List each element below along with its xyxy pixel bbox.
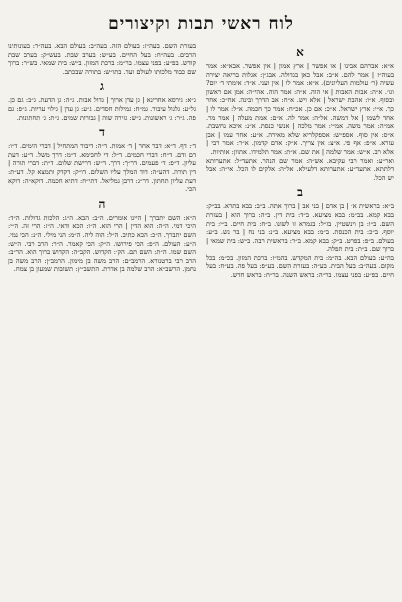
entry-paragraph: א״א: אברהם אבינו | או אפשר | ארץ אמון | אין אפשר. אבא״א: אמר בעוה״ז | אמר להם. א״ב: אבל כאן בגדולה. אבג״ן: אגלות בריאה יצירה עשיה (ר׳ עולמות העליונים). א״א: אמר לו | אין ועני. א״ד: אימתי ד׳ יום? וגו׳. א״ה: אבות האבות | אי הוה. א״ה: אמר הוה. אהי״ה: אמן אם ראשון ובסוף. א״ו: אהבת ישראל | אלא ויש. א״ח: אב הדרך ובינה. אח״כ: אחר כך. א״י: ארץ ישראל. א״כ: אם כן. אכ״ח: אמר כך חכמה. א״ל: אמר לו | אחד לשמו | אל דמשה. אל״ה: אמר לה. א״ם: אמת מעלה | אמר מר. אמ״ה: אמר משה. אמ״י: אמר מלכה | אנשי כנסת. א״נ: איכא נחשבת. א״ס: אין סוף. אספ״ש: אספקלריא שלא מאירה. א״ע: אחר עמו | אבן עזרא. א״פ: אף פי. א״צ: אין צריך. א״ק: אדם קדמון. א״ר: אמר רבי | אלא רב. א״ש: אמר שלמה | את שם. א״ת: אמר תלמידו. אתוון: אותיות. xyxy=(206,62,394,156)
entry-paragraph: ב״א: בראשית א׳ | בן אדם | בני אב | ברוך אתה. ב״ב: בבא בתרא. בב״ק: בבא קמא. בב״מ: בבא מציעא. ב״ד: בית דין. ב״ה: ברוך הוא | בעזרת השם. ב״ו: בן וינשטיין. בז״ל: בגמרא זו לשונו. ב״ח: בית חיים. ב״י: בית יוסף. ב״כ: בית הכנסת. ב״מ: בבא מציעא. ב״נ: בני נח | בר נש. ב״ע: בעולם. ב״פ: בפרט. ב״ק: בבא קמא. ב״ר: בראשית רבה. ב״ש: בית שמאי | ברוך שם. ב״ת: בית תפלה. xyxy=(206,202,394,254)
section-letter: א xyxy=(296,45,304,59)
entry-paragraph: ואר״ע: ואמר רבי עקיבא. אש״ה: אמר שם הנהר. אתעד״ל: אתערותא דלתתא. אתעד״ע: אתערותא דלעילא. אל״ה: אלקים לו הכל. אי״ה: אבל יש הכל. xyxy=(206,156,394,182)
entry-paragraph: ג״א: גירסא אחרינא | גן עדן ארוך | גדול אבות. ג״ה: גן הדעת. ג״ב: גם כן. גל״ע: גלגול עיבור. גמ״ח: גמילות חסדים. ג״ע: גן עדן | גילוי עריות. ג״פ: גם פה. ג״ר: ג׳ ראשונות. ג״ש: גזירה שוה | גבורות שמים. ג״ת: ג׳ תחתונות. xyxy=(8,96,196,122)
entry-paragraph: בה״ע: בעולם הבא. בה״מ: בית המקדש. בהמ״ז: ברכת המזון. בכ״מ: בכל מקום. בעה״ב: בעל הבית. בע״ה: בעזרת השם. בע״פ: בעל פה. בע״ח: בעל חיים. בפ״ע: בפני עצמו. בר״ה: בראש השנה. בר״ח: בראש חדש. xyxy=(206,253,394,280)
column-right xyxy=(206,42,394,602)
column-left xyxy=(8,42,196,602)
page-title: לוח ראשי תבות וקיצורים xyxy=(108,14,294,34)
entry-paragraph: בעזרת השם. בעה״ז: בעולם הזה. בעה״ב: בעולם הבא. בעה״ר: בעונותינו הרבים. בעה״ח: בעל החיים. בע״ש: בערב שבת. בעש״ק: בערב שבת קודש. בפ״ע: בפני עצמו. בר״מ: ברכת המזון. ב״ש: בית שמאי. בש״ר: ברוך שם כבוד מלכותו לעולם ועד. בתו״ש: בתורה שבכתב. xyxy=(8,42,196,76)
entry-paragraph: ה״א: השם יתברך | היינו אומרים. ה״ב: הבא. ה״ג: הלכות גדולות. ה״ד: היכי דמי. ה״ה: הוא הדין | הרי הוא. ה״ו: הכא ודאי. ה״ז: הרי זה. ה״י: השם יתברך. ה״כ: הכא כתיב. ה״ל: הוה ליה. ה״מ: הני מילי. ה״נ: הכי נמי. ה״ע: העולם. ה״פ: הכי פירושו. ה״ק: הכי קאמר. ה״ר: הרב רבי. ה״ש: השם שמו. ה״ת: השם תם. הק׳: הקדוש. הקב״ה: הקדוש ברוך הוא. הר״ב: הרב רבי ברטנורא. הרמב״ם: הרב משה בן מימון. הרמב״ן: הרב משה בן נחמן. הרשב״א: הרב שלמה בן אדרת. התשב״ץ: תשובות שמעון בן צמח. xyxy=(8,213,196,274)
section-letter: ב xyxy=(297,185,303,200)
columns xyxy=(8,42,394,602)
entry-paragraph: ד׳: דף. ד״א: דבר אחר | ד׳ אמות. ד״ה: דיבור המתחיל | דברי הימים. ד״ו: דם ודם. ד״ח: דברי חכמים. ד״ל: די לחכימא. ד״מ: דרך משל. ד״ע: דעת עליון. ד״פ: ד׳ פעמים. דר״ך: דרך. ד״ש: דרישת שלום. ד״ת: דברי תורה | דין תורה. דהע״ה: דוד המלך עליו השלום. דו״ק: דקדק ותמצא קל. דע״ת: דעת עליון תחתון. דר״ג: דרבן גמליאל. דתי״ח: דתיא חכמה. דוקא״ה: דוקא הכי. xyxy=(8,142,196,194)
section-letter: ג xyxy=(100,79,104,94)
section-letter: ד xyxy=(99,125,105,140)
section-letter: ה xyxy=(98,196,106,211)
